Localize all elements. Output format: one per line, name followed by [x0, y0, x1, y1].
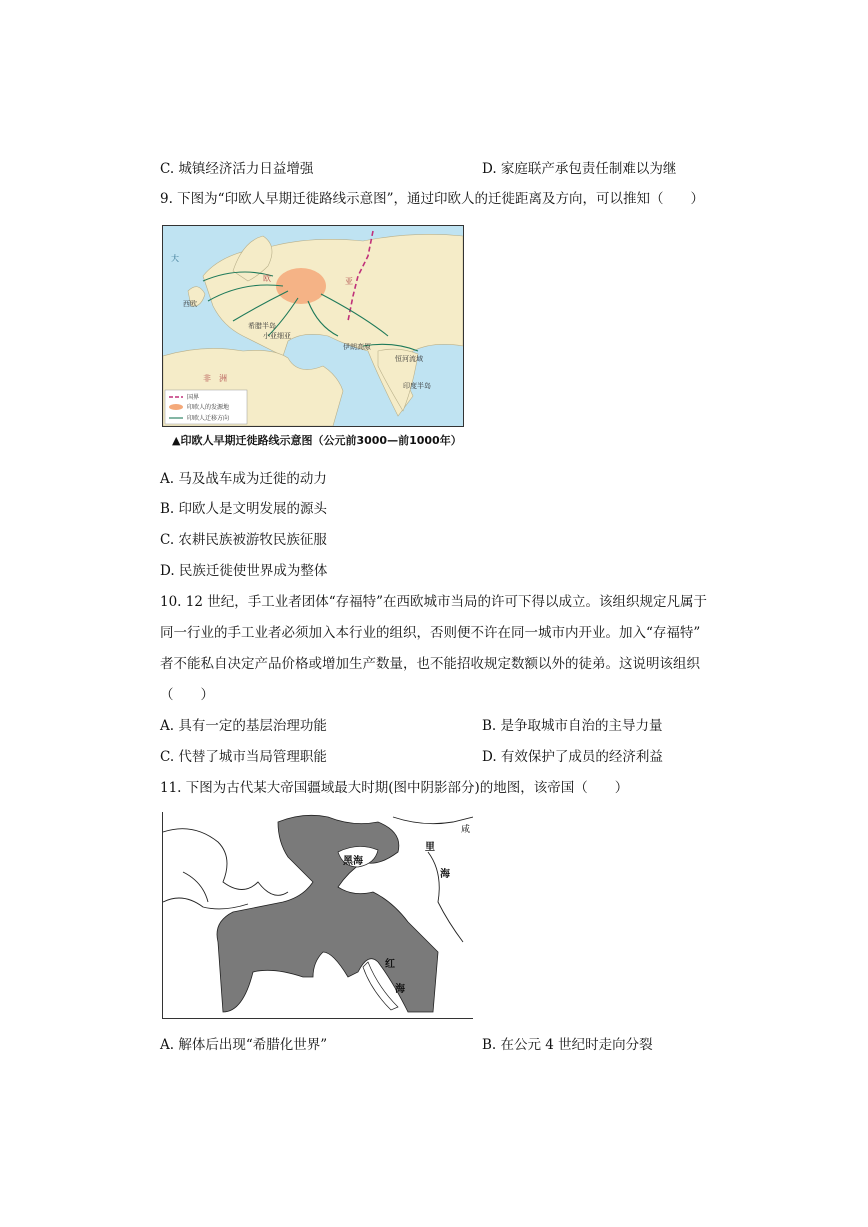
map2-label-edge: 咸	[461, 825, 471, 835]
q11-stem: 11. 下图为古代某大帝国疆域最大时期(图中阴影部分)的地图，该帝国（ ）	[160, 780, 629, 796]
map-label-asia: 亚	[345, 277, 353, 286]
legend-route-label: 印欧人迁移方向	[187, 415, 230, 422]
q9-map-caption: ▲印欧人早期迁徙路线示意图（公元前3000—前1000年）	[172, 434, 462, 447]
q10-stem-line3: 者不能私自决定产品价格或增加生产数量，也不能招收规定数额以外的徒弟。这说明该组织	[160, 656, 700, 672]
migration-map-svg	[163, 226, 463, 426]
q9-option-b: B. 印欧人是文明发展的源头	[160, 501, 328, 517]
q10-option-c: C. 代替了城市当局管理职能	[160, 749, 327, 765]
q11-option-b: B. 在公元 4 世纪时走向分裂	[482, 1037, 653, 1053]
q10-option-a: A. 具有一定的基层治理功能	[160, 718, 327, 734]
q8-option-d: D. 家庭联产承包责任制难以为继	[482, 161, 677, 177]
q9-option-a: A. 马及战车成为迁徙的动力	[160, 471, 327, 487]
legend-border-label: 国界	[187, 394, 200, 401]
map-label-iran: 伊朗高原	[343, 343, 371, 351]
map-label-india: 印度半岛	[403, 382, 431, 390]
empire-territory-map	[162, 812, 473, 1019]
legend-origin-swatch	[169, 404, 183, 410]
q10-stem-line1: 10. 12 世纪，手工业者团体“存福特”在西欧城市当局的许可下得以成立。该组织规定凡属于	[160, 594, 708, 610]
q11-option-a: A. 解体后出现“希腊化世界”	[160, 1037, 328, 1053]
indo-european-migration-map	[162, 225, 464, 427]
map-label-west-europe: 西欧	[183, 300, 197, 308]
map-label-asia-minor: 小亚细亚	[263, 332, 291, 340]
q9-stem: 9. 下图为“印欧人早期迁徙路线示意图”，通过印欧人的迁徙距离及方向，可以推知（ ）	[160, 191, 704, 207]
empire-map-svg	[163, 812, 473, 1018]
map2-label-caspian-1: 里	[425, 842, 435, 853]
q9-option-c: C. 农耕民族被游牧民族征服	[160, 532, 327, 548]
map-label-greece: 希腊半岛	[248, 322, 276, 330]
legend-origin-label: 印欧人的发源地	[187, 404, 230, 411]
map2-label-red-2: 海	[395, 984, 405, 995]
map2-label-caspian-2: 海	[440, 869, 450, 880]
map2-label-red-1: 红	[385, 959, 395, 970]
q10-stem-line2: 同一行业的手工业者必须加入本行业的组织，否则便不许在同一城市内开业。加入“存福特”	[160, 625, 701, 641]
q10-stem-line4: （ ）	[160, 687, 214, 703]
map-label-sea: 大	[171, 254, 179, 263]
q10-option-b: B. 是争取城市自治的主导力量	[482, 718, 663, 734]
q9-option-d: D. 民族迁徙使世界成为整体	[160, 563, 328, 579]
map-label-ganges: 恒河流域	[395, 355, 423, 363]
map2-label-black-sea: 黑海	[343, 856, 363, 867]
origin-area	[276, 268, 326, 304]
map-label-europe: 欧	[263, 274, 271, 283]
q8-option-c: C. 城镇经济活力日益增强	[160, 161, 314, 177]
map-label-africa: 非 洲	[203, 374, 227, 383]
q10-option-d: D. 有效保护了成员的经济利益	[482, 749, 663, 765]
